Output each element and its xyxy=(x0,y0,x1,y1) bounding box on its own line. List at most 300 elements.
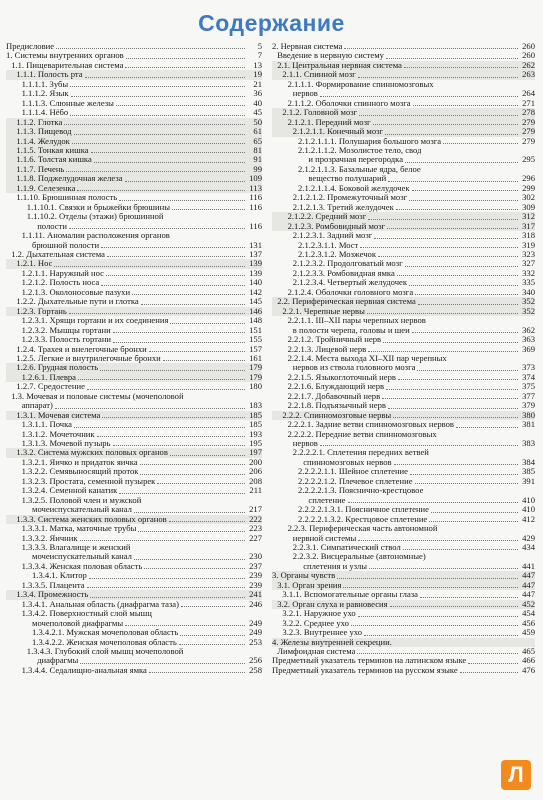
toc-entry-page: 140 xyxy=(249,277,262,288)
toc-entry-title: 2.2.3.1. Симпатический ствол xyxy=(292,543,401,553)
toc-entry xyxy=(6,174,262,183)
toc-entry xyxy=(6,118,262,127)
toc-entry-page: 263 xyxy=(522,69,535,80)
toc-entry xyxy=(272,505,535,514)
publisher-logo: Л xyxy=(501,760,531,790)
toc-entry xyxy=(6,326,262,335)
dot-leader xyxy=(460,672,518,673)
toc-entry-title: 1.3.4.1. Клитор xyxy=(32,571,87,581)
toc-entry xyxy=(6,505,262,514)
toc-entry-title: 1.2.6. Грудная полость xyxy=(16,363,99,373)
toc-entry xyxy=(6,297,262,306)
toc-entry-title: Предметный указатель терминов на русском языке xyxy=(272,665,458,675)
toc-entry-page: 279 xyxy=(522,116,535,127)
toc-entry-title: 1.1.10.1. Связки и брыжейки брюшины xyxy=(26,202,170,212)
toc-entry-title: 2.2.2. Спинномозговые нервы xyxy=(282,410,392,420)
toc-entry-title: 2.2.1.2. Тройничный нерв xyxy=(287,335,382,345)
toc-entry-page: 146 xyxy=(249,305,262,316)
toc-entry-title: 1.1.1.4. Нёбо xyxy=(21,108,69,118)
toc-entry xyxy=(272,137,535,146)
dot-leader xyxy=(69,228,245,229)
toc-entry-page: 197 xyxy=(249,447,262,458)
toc-entry-title: 2.2.1.1. III–XII пары черепных нервов xyxy=(287,316,426,326)
toc-entry-title: 1.1.10.2. Отделы (этажи) брюшинной xyxy=(26,212,164,222)
dot-leader xyxy=(357,653,518,654)
toc-entry xyxy=(272,496,535,505)
toc-entry-page: 21 xyxy=(253,78,262,89)
toc-entry-page: 384 xyxy=(522,456,535,467)
toc-entry-page: 99 xyxy=(253,163,262,174)
toc-entry-page: 36 xyxy=(253,88,262,99)
toc-entry-title: 2.2.2.2.1. Сплетения передних ветвей xyxy=(292,448,429,458)
dot-leader xyxy=(134,559,245,560)
toc-entry-title: 3.1. Орган зрения xyxy=(277,580,342,590)
toc-entry xyxy=(6,609,262,618)
dot-leader xyxy=(72,143,245,144)
toc-entry-page: 227 xyxy=(249,532,262,543)
dot-leader xyxy=(116,105,245,106)
toc-entry-title: 2.1.2.1.1. Конечный мозг xyxy=(292,127,384,137)
toc-entry-title: 3.2. Орган слуха и равновесия xyxy=(277,599,388,609)
toc-entry xyxy=(6,137,262,146)
toc-entry-title: 2.1.2.3.2. Продолговатый мозг xyxy=(292,259,403,269)
toc-entry xyxy=(272,345,535,354)
dot-leader xyxy=(368,351,518,352)
toc-entry xyxy=(6,420,262,429)
toc-entry-page: 391 xyxy=(522,475,535,486)
toc-entry-title: 1. Системы внутренних органов xyxy=(6,51,124,61)
toc-entry-title: нервной системы xyxy=(292,533,357,543)
toc-entry-title: 3.2.1. Наружное ухо xyxy=(282,609,356,619)
toc-entry xyxy=(272,335,535,344)
toc-entry-page: 383 xyxy=(522,438,535,449)
toc-entry-page: 335 xyxy=(522,277,535,288)
toc-entry-page: 258 xyxy=(249,664,262,675)
toc-entry-title: 1.3.4.2. Поверхностный слой мышц xyxy=(21,609,152,619)
dot-leader xyxy=(344,48,518,49)
toc-entry-page: 295 xyxy=(522,154,535,165)
toc-entry-page: 302 xyxy=(522,192,535,203)
toc-entry-page: 441 xyxy=(522,560,535,571)
toc-entry-title: 1.3.4.1. Анальная область (диафрагма таза) xyxy=(21,599,179,609)
toc-entry-title: 1.3.1.1. Почка xyxy=(21,420,72,430)
toc-entry-page: 40 xyxy=(253,97,262,108)
toc-entry-title: Введение в нервную систему xyxy=(277,51,384,61)
toc-entry-title: 1.1.11. Аномалии расположения органов xyxy=(21,231,170,241)
toc-entry-title: 2.1.2.3.1.2. Мозжечок xyxy=(298,249,377,259)
dot-leader xyxy=(134,512,245,513)
toc-entry xyxy=(272,363,535,372)
toc-entry-page: 5 xyxy=(257,41,262,51)
toc-entry-page: 447 xyxy=(522,570,535,581)
toc-entry xyxy=(6,184,262,193)
toc-entry xyxy=(6,552,262,561)
toc-entry-title: 1.3.3.2. Яичник xyxy=(21,533,78,543)
toc-entry xyxy=(6,486,262,495)
toc-entry xyxy=(272,373,535,382)
toc-entry-page: 81 xyxy=(253,144,262,155)
toc-entry-title: 2.1.2.3. Ромбовидный мозг xyxy=(287,221,386,231)
toc-entry-title: 2. Нервная система xyxy=(272,42,343,51)
dot-leader xyxy=(87,389,245,390)
toc-entry xyxy=(6,259,262,268)
toc-entry-page: 13 xyxy=(253,59,262,70)
dot-leader xyxy=(149,672,245,673)
toc-entry-page: 183 xyxy=(249,400,262,411)
toc-entry-title: 1.1.1. Полость рта xyxy=(16,70,83,80)
toc-entry xyxy=(6,335,262,344)
toc-entry-title: 2.1.2.1.1.2. Мозолистое тело, свод xyxy=(298,145,422,155)
toc-entry xyxy=(272,638,535,647)
toc-entry xyxy=(6,430,262,439)
toc-entry-page: 208 xyxy=(249,475,262,486)
toc-entry xyxy=(6,666,262,675)
dot-leader xyxy=(71,96,245,97)
toc-entry-title: 1.3.2.5. Половой член и мужской xyxy=(21,495,142,505)
toc-entry-title: 2.1.1.1. Формирование спинномозговых xyxy=(287,79,434,89)
toc-entry xyxy=(6,373,262,382)
dot-leader xyxy=(113,342,245,343)
dot-leader xyxy=(102,417,245,418)
toc-entry-page: 434 xyxy=(522,542,535,553)
dot-leader xyxy=(157,483,245,484)
toc-entry xyxy=(272,420,535,429)
toc-entry-page: 410 xyxy=(522,494,535,505)
toc-entry-page: 429 xyxy=(522,532,535,543)
toc-entry-page: 137 xyxy=(249,248,262,259)
toc-entry-page: 476 xyxy=(522,664,535,675)
toc-entry xyxy=(272,524,535,533)
toc-entry-title: 1.3.2.1. Яичко и придаток яичка xyxy=(21,457,138,467)
toc-entry-page: 279 xyxy=(522,135,535,146)
dot-leader xyxy=(70,115,245,116)
toc-entry-page: 109 xyxy=(249,173,262,184)
toc-entry-page: 222 xyxy=(249,513,262,524)
toc-entry-page: 279 xyxy=(522,126,535,137)
toc-entry-title: 2.2.1.5. Языкоглоточный нерв xyxy=(287,372,396,382)
toc-entry xyxy=(6,562,262,571)
toc-entry xyxy=(272,401,535,410)
toc-entry-title: 1.3.4.2.2. Женская мочеполовая область xyxy=(32,637,177,647)
toc-entry-page: 145 xyxy=(249,296,262,307)
toc-entry xyxy=(6,99,262,108)
toc-entry xyxy=(6,212,262,221)
toc-entry-page: 142 xyxy=(249,286,262,297)
toc-entry xyxy=(6,146,262,155)
toc-entry-page: 454 xyxy=(522,608,535,619)
toc-entry-title: 2.1.2.1.1.3. Базальные ядра, белое xyxy=(298,164,421,174)
toc-entry xyxy=(272,203,535,212)
toc-entry-title: диафрагмы xyxy=(37,656,79,666)
toc-entry xyxy=(6,401,262,410)
dot-leader xyxy=(320,96,518,97)
dot-leader xyxy=(410,474,518,475)
toc-entry-page: 381 xyxy=(522,419,535,430)
toc-entry-title: в полости черепа, головы и шеи xyxy=(292,325,410,335)
toc-entry-title: 1.1.5. Тонкая кишка xyxy=(16,145,89,155)
toc-entry-page: 317 xyxy=(522,220,535,231)
dot-leader xyxy=(394,464,518,465)
toc-entry xyxy=(272,288,535,297)
toc-entry-page: 211 xyxy=(249,485,262,496)
dot-leader xyxy=(337,578,518,579)
toc-entry-title: мочеполовой диафрагмы xyxy=(32,618,124,628)
toc-entry-page: 447 xyxy=(522,589,535,600)
toc-entry-page: 374 xyxy=(522,371,535,382)
toc-entry-title: 1.1.1.3. Слюнные железы xyxy=(21,98,114,108)
toc-entry-title: и прозрачная перегородка xyxy=(308,155,404,165)
toc-entry xyxy=(272,628,535,637)
dot-leader xyxy=(80,663,245,664)
toc-entry-title: 2.2.2.2. Передние ветви спинномозговых xyxy=(287,429,437,439)
toc-entry xyxy=(272,458,535,467)
toc-entry-page: 340 xyxy=(522,286,535,297)
dot-leader xyxy=(55,408,245,409)
toc-entry xyxy=(6,467,262,476)
toc-entry-page: 237 xyxy=(249,560,262,571)
dot-leader xyxy=(125,625,245,626)
toc-entry xyxy=(272,619,535,628)
toc-entry-title: 2.1.2.3.3. Ромбовидная ямка xyxy=(292,268,395,278)
toc-entry-title: 2.2.1.7. Добавочный нерв xyxy=(287,391,381,401)
dot-leader xyxy=(396,209,518,210)
toc-entry-title: 1.2.4. Трахея и внелегочные бронхи xyxy=(16,344,147,354)
toc-entry xyxy=(272,543,535,552)
dot-leader xyxy=(468,663,518,664)
toc-entry xyxy=(6,316,262,325)
toc-entry-title: 2.2. Периферическая нервная система xyxy=(277,297,416,307)
dot-leader xyxy=(418,304,518,305)
toc-entry-page: 466 xyxy=(522,655,535,666)
toc-entry xyxy=(6,581,262,590)
dot-leader xyxy=(359,115,518,116)
toc-entry-page: 323 xyxy=(522,248,535,259)
toc-entry-page: 131 xyxy=(249,239,262,250)
toc-entry-page: 249 xyxy=(249,627,262,638)
toc-entry xyxy=(6,458,262,467)
toc-entry-title: 2.2.1. Черепные нервы xyxy=(282,306,365,316)
dot-leader xyxy=(77,190,245,191)
toc-entry-page: 113 xyxy=(249,182,262,193)
dot-leader xyxy=(409,285,518,286)
dot-leader xyxy=(351,625,518,626)
dot-leader xyxy=(412,332,518,333)
toc-entry xyxy=(272,439,535,448)
toc-entry-title: 1.3.4. Промежность xyxy=(16,590,89,600)
toc-entry xyxy=(6,307,262,316)
toc-entry xyxy=(6,571,262,580)
toc-entry xyxy=(272,259,535,268)
toc-entry-page: 195 xyxy=(249,438,262,449)
toc-entry-title: сплетение xyxy=(308,495,346,505)
toc-entry xyxy=(6,448,262,457)
toc-entry-title: 1.2.3. Гортань xyxy=(16,306,67,316)
toc-entry-title: сплетения и узлы xyxy=(303,561,368,571)
toc-entry xyxy=(6,155,262,164)
toc-entry-title: 2.2.3.2. Висцеральные (автономные) xyxy=(292,552,426,562)
toc-entry-title: 1.2. Дыхательная система xyxy=(11,249,105,259)
toc-entry-title: 1.3.4.2.1. Мужская мочеполовая область xyxy=(32,628,179,638)
toc-entry-title: 1.3.2.3. Простата, семенной пузырек xyxy=(21,476,156,486)
toc-entry-title: 1.1.3. Пищевод xyxy=(16,127,72,137)
toc-entry xyxy=(6,392,262,401)
toc-entry xyxy=(272,269,535,278)
toc-entry xyxy=(272,231,535,240)
toc-entry-page: 249 xyxy=(249,617,262,628)
toc-entry-title: 1.3.3. Система женских половых органов xyxy=(16,514,167,524)
toc-entry-title: 1.3.4.3. Глубокий слой мышц мочеполовой xyxy=(26,647,184,656)
toc-entry-page: 278 xyxy=(522,107,535,118)
toc-entry-page: 179 xyxy=(249,362,262,373)
dot-leader xyxy=(70,86,245,87)
dot-leader xyxy=(89,578,245,579)
toc-entry-page: 230 xyxy=(249,551,262,562)
toc-entry-page: 50 xyxy=(253,116,262,127)
toc-entry-page: 318 xyxy=(522,230,535,241)
toc-entry-page: 352 xyxy=(522,296,535,307)
toc-entry-title: 2.2.1.4. Места выхода XI–XII пар черепных xyxy=(287,353,447,363)
toc-entry-page: 116 xyxy=(249,201,262,212)
toc-entry-page: 456 xyxy=(522,617,535,628)
toc-entry-page: 447 xyxy=(522,579,535,590)
toc-entry xyxy=(6,241,262,250)
dot-leader xyxy=(397,275,518,276)
toc-entry-page: 459 xyxy=(522,627,535,638)
toc-entry xyxy=(6,638,262,647)
toc-entry-page: 412 xyxy=(522,513,535,524)
toc-entry-page: 61 xyxy=(253,126,262,137)
toc-entry xyxy=(272,70,535,79)
toc-entry xyxy=(272,448,535,457)
toc-entry xyxy=(272,127,535,136)
toc-entry-page: 410 xyxy=(522,504,535,515)
dot-leader xyxy=(97,436,245,437)
toc-entry-page: 200 xyxy=(249,456,262,467)
dot-leader xyxy=(388,181,518,182)
toc-entry-title: 2.1.1. Спинной мозг xyxy=(282,70,356,80)
toc-entry-title: 2.1.2.3.4. Четвертый желудочек xyxy=(292,278,408,288)
toc-entry xyxy=(272,647,535,656)
dot-leader xyxy=(80,540,245,541)
toc-entry xyxy=(6,590,262,599)
toc-entry-title: 1.2.3.1. Хрящи гортани и их соединения xyxy=(21,316,169,326)
dot-leader xyxy=(163,360,245,361)
toc-entry-page: 116 xyxy=(249,192,262,203)
toc-entry-page: 260 xyxy=(522,50,535,61)
dot-leader xyxy=(94,162,245,163)
toc-entry-page: 193 xyxy=(249,428,262,439)
dot-leader xyxy=(172,209,245,210)
toc-entry-title: 1.3.4.4. Седалищно-анальная ямка xyxy=(21,665,147,675)
dot-leader xyxy=(368,219,518,220)
toc-entry xyxy=(272,250,535,259)
dot-leader xyxy=(405,266,518,267)
toc-entry xyxy=(6,108,262,117)
toc-entry-page: 223 xyxy=(249,523,262,534)
toc-entry-page: 148 xyxy=(249,315,262,326)
toc-entry-title: 1.3. Мочевая и половые системы (мочеполовой xyxy=(11,391,184,401)
toc-entry xyxy=(272,411,535,420)
dot-leader xyxy=(383,342,518,343)
toc-entry-page: 380 xyxy=(522,409,535,420)
dot-leader xyxy=(386,58,518,59)
toc-entry xyxy=(272,534,535,543)
toc-entry xyxy=(272,354,535,363)
toc-entry-title: 3.2.2. Среднее ухо xyxy=(282,618,349,628)
toc-entry-title: 2.1.2.1.3. Третий желудочек xyxy=(292,202,394,212)
toc-entry-page: 327 xyxy=(522,258,535,269)
dot-leader xyxy=(415,483,518,484)
toc-entry-page: 65 xyxy=(253,135,262,146)
toc-entry-title: 1.1.7. Печень xyxy=(16,164,65,174)
dot-leader xyxy=(101,285,245,286)
toc-entry-page: 363 xyxy=(522,334,535,345)
dot-leader xyxy=(415,294,518,295)
toc-entry-title: 1.2.7. Средостение xyxy=(16,382,85,392)
toc-entry-page: 206 xyxy=(249,466,262,477)
toc-entry-page: 452 xyxy=(522,598,535,609)
toc-entry-page: 264 xyxy=(522,88,535,99)
toc-entry-title: 1.3.1.2. Мочеточник xyxy=(21,429,95,439)
toc-entry xyxy=(272,42,535,51)
dot-leader xyxy=(87,587,245,588)
toc-entry-title: 1.3.2. Система мужских половых органов xyxy=(16,448,168,458)
toc-entry-title: 1.2.1.3. Околоносовые пазухи xyxy=(21,287,131,297)
dot-leader xyxy=(119,200,245,201)
toc-entry-title: мочеиспускательный канал xyxy=(32,505,132,515)
toc-entry xyxy=(272,515,535,524)
dot-leader xyxy=(91,152,245,153)
toc-entry-page: 465 xyxy=(522,646,535,656)
toc-entry-title: 1.2.3.2. Мышцы гортани xyxy=(21,325,111,335)
toc-entry xyxy=(272,51,535,60)
toc-entry xyxy=(6,127,262,136)
toc-entry-title: 1.1.8. Поджелудочная железа xyxy=(16,174,123,184)
dot-leader xyxy=(393,417,518,418)
dot-leader xyxy=(132,294,245,295)
toc-entry-title: 3.2.3. Внутреннее ухо xyxy=(282,628,363,638)
toc-entry xyxy=(272,99,535,108)
toc-entry-title: 2.2.2.2.1.3.1. Поясничное сплетение xyxy=(298,505,429,515)
dot-leader xyxy=(170,455,245,456)
dot-leader xyxy=(125,181,245,182)
dot-leader xyxy=(74,134,245,135)
toc-entry xyxy=(6,656,262,665)
dot-leader xyxy=(170,323,245,324)
toc-entry-title: 1.2.3.3. Полость гортани xyxy=(21,335,112,345)
toc-entry xyxy=(272,118,535,127)
dot-leader xyxy=(169,521,245,522)
toc-entry-title: 1.2.1.2. Полость носа xyxy=(21,278,100,288)
toc-entry-title: 2.2.2.2.1.3.2. Крестцовое сплетение xyxy=(298,514,428,524)
toc-entry-title: вещество полушарий xyxy=(308,174,387,184)
toc-entry xyxy=(6,193,262,202)
dot-leader xyxy=(417,370,518,371)
dot-leader xyxy=(443,143,518,144)
toc-entry-title: 1.1.4. Желудок xyxy=(16,136,70,146)
toc-entry-title: 1.2.1. Нос xyxy=(16,259,53,269)
toc-right-column xyxy=(272,42,535,675)
toc-entry xyxy=(272,430,535,439)
toc-entry-page: 379 xyxy=(522,400,535,411)
toc-entry xyxy=(6,250,262,259)
dot-leader xyxy=(113,332,245,333)
dot-leader xyxy=(69,313,245,314)
toc-entry xyxy=(6,619,262,628)
toc-entry xyxy=(272,486,535,495)
toc-entry xyxy=(6,288,262,297)
toc-entry xyxy=(272,174,535,183)
